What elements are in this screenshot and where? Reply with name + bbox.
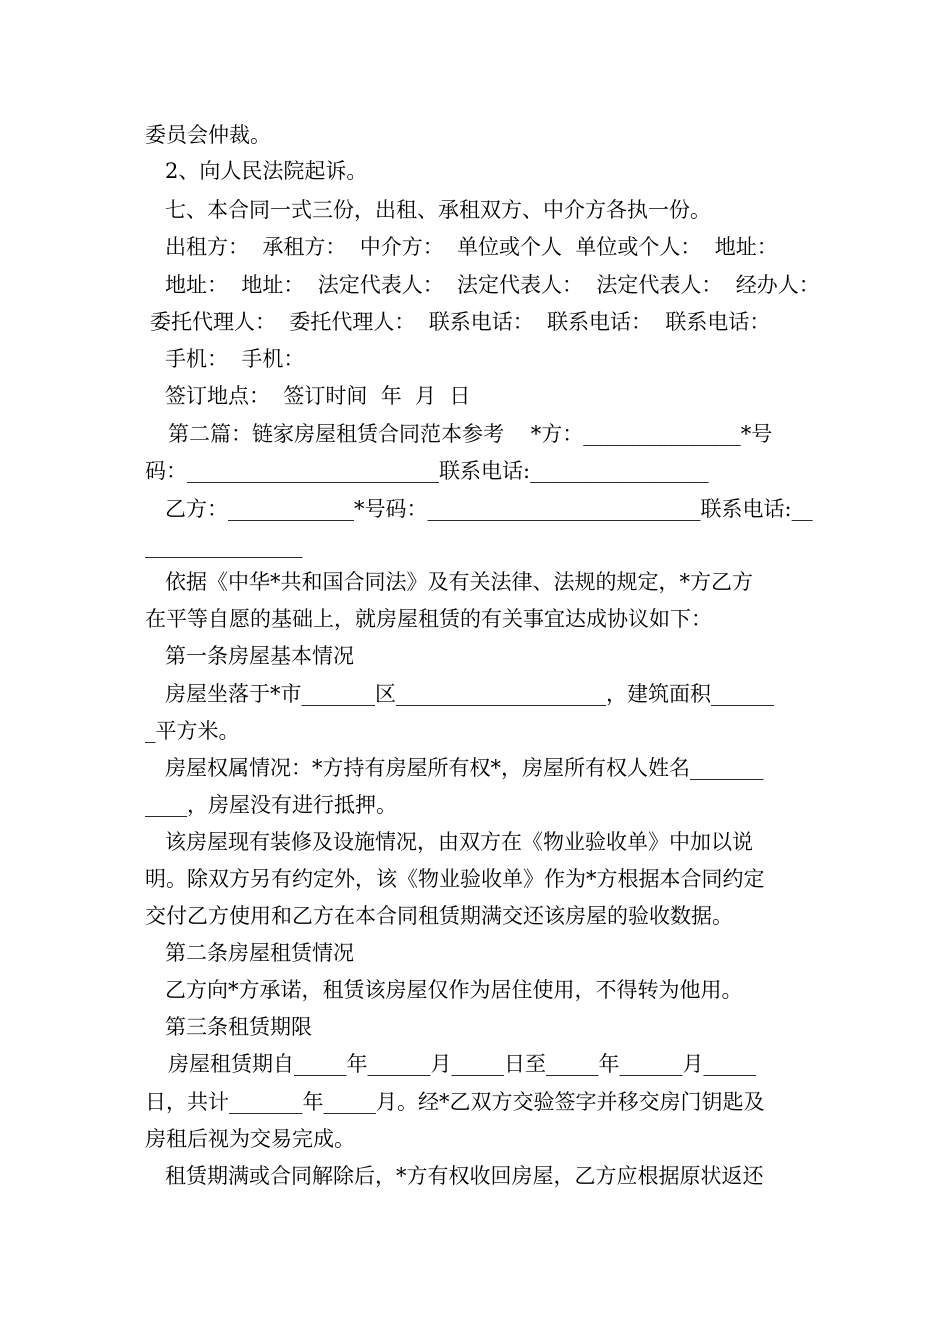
text-line-24: 乙方向*方承诺，租赁该房屋仅作为居住使用，不得转为他用。 (165, 978, 743, 1002)
text-line-22: 交付乙方使用和乙方在本合同租赁期满交还该房屋的验收数据。 (145, 904, 733, 928)
text-line-26: 房屋租赁期自_____年______月_____日至_____年______月_____ (168, 1052, 756, 1076)
text-line-20: 该房屋现有装修及设施情况，由双方在《物业验收单》中加以说 (165, 830, 753, 854)
text-line-5: 地址： 地址： 法定代表人： 法定代表人： 法定代表人： 经办人： (165, 273, 820, 297)
text-line-1: 委员会仲裁。 (145, 123, 271, 147)
text-line-14: 在平等自愿的基础上，就房屋租赁的有关事宜达成协议如下： (145, 607, 712, 631)
text-line-27: 日，共计_______年_____月。经*乙双方交验签字并移交房门钥匙及 (145, 1090, 765, 1114)
text-line-25: 第三条租赁期限 (165, 1015, 312, 1039)
text-line-9: 第二篇：链家房屋租赁合同范本参考 *方：_______________*号 (168, 422, 773, 446)
text-line-12: _______________ (145, 534, 303, 558)
text-line-4: 出租方： 承租方： 中介方： 单位或个人 单位或个人： 地址： (165, 235, 778, 259)
text-line-8: 签订地点： 签订时间 年 月 日 (165, 384, 471, 408)
text-line-15: 第一条房屋基本情况 (165, 644, 354, 668)
text-line-6: 委托代理人： 委托代理人： 联系电话： 联系电话： 联系电话： (150, 310, 771, 334)
text-line-23: 第二条房屋租赁情况 (165, 941, 354, 965)
text-line-29: 租赁期满或合同解除后，*方有权收回房屋，乙方应根据原状返还 (165, 1164, 764, 1188)
text-line-17: _平方米。 (145, 719, 240, 743)
text-line-3: 七、本合同一式三份，出租、承租双方、中介方各执一份。 (165, 198, 711, 222)
text-line-18: 房屋权属情况：*方持有房屋所有权*，房屋所有权人姓名_______ (165, 756, 764, 780)
text-line-21: 明。除双方另有约定外，该《物业验收单》作为*方根据本合同约定 (145, 867, 765, 891)
text-line-28: 房租后视为交易完成。 (145, 1127, 355, 1151)
text-line-16: 房屋坐落于*市_______区____________________，建筑面积______ (165, 682, 774, 706)
text-line-7: 手机： 手机： (165, 347, 305, 371)
text-line-11: 乙方：____________*号码：__________________________联系电话:__ (165, 497, 813, 521)
text-line-2: 2、向人民法院起诉。 (165, 159, 368, 183)
text-line-13: 依据《中华*共和国合同法》及有关法律、法规的规定，*方乙方 (165, 570, 753, 594)
text-line-19: ____，房屋没有进行抵押。 (145, 793, 397, 817)
text-line-10: 码：________________________联系电话:_________________ (145, 459, 709, 483)
